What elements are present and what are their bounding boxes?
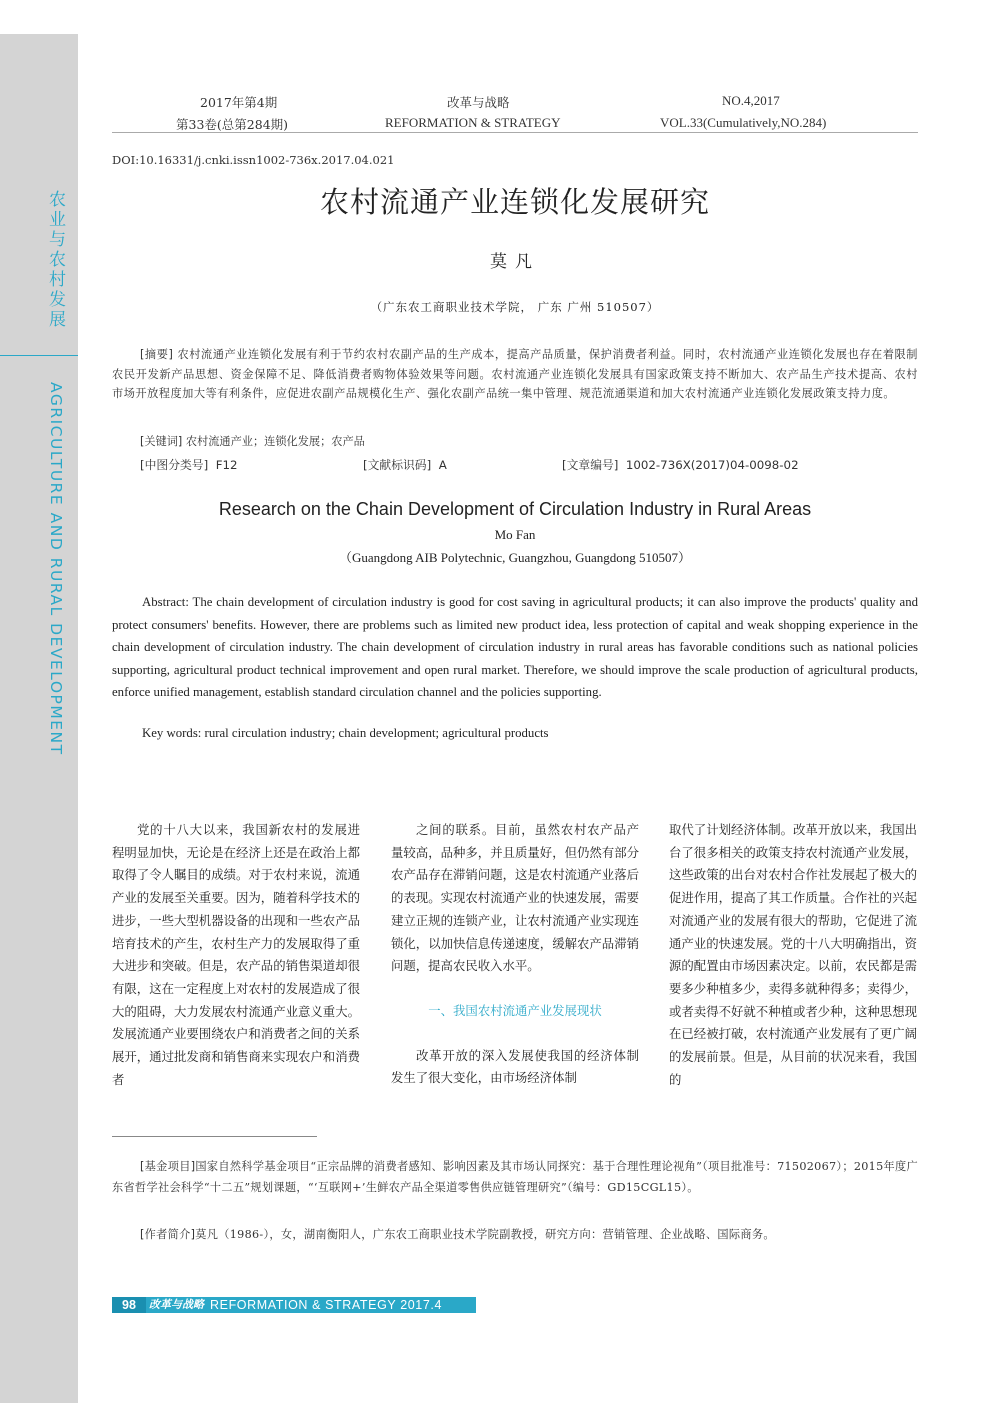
header-journal-zh: 改革与战略: [447, 95, 510, 110]
header-rule: [112, 132, 918, 133]
abstract-zh-text: 农村流通产业连锁化发展有利于节约农村农副产品的生产成本，提高产品质量，保护消费者利益。同时，农村流通产业连锁化发展也存在着限制农民开发新产品思想、资金保障不足、降低消费者购物体验效果等问题。农村流通产业连锁化发展具有国家政策支持不断加大、农产品生产技术提高、农村市场开放程度加大等有利条件，应促进农副产品规模化生产、强化农副产品统一集中管理、规范流通渠道和加大农村流通产业连锁化发展政策支持力度。: [112, 348, 918, 400]
footnote-rule: [112, 1136, 317, 1137]
sidebar: [0, 34, 78, 1403]
keywords-zh: [140, 433, 365, 449]
header-volume-zh: 第33卷(总第284期): [176, 117, 289, 132]
document-code: [363, 456, 447, 473]
fund-text: 国家自然科学基金项目“正宗品牌的消费者感知、影响因素及其市场认同探究：基于合理性理论视角”（项目批准号：71502067）；2015年度广东省哲学社会科学“十二五”规划课题，“‘互联网+’生鲜农产品全渠道零售供应链管理研究”（编号：GD15CGL15）。: [112, 1160, 919, 1194]
sidebar-section-zh: 农业与农村发展: [45, 190, 65, 330]
header-issue-en: NO.4,2017: [722, 93, 780, 108]
author-zh: 莫凡: [490, 252, 540, 272]
footnote-fund: [112, 1156, 918, 1198]
header-volume-en: VOL.33(Cumulatively,NO.284): [660, 115, 827, 130]
affiliation-zh: （广东农工商职业技术学院， 广东 广州 510507）: [370, 300, 660, 314]
abstract-zh: [112, 345, 918, 404]
body-paragraph: 改革开放的深入发展使我国的经济体制发生了很大变化，由市场经济体制: [391, 1047, 639, 1086]
article-number-label: [文章编号]: [562, 458, 619, 472]
section-heading: 一、我国农村流通产业发展现状: [428, 1002, 602, 1018]
page-number: 98: [112, 1297, 146, 1313]
author-bio-label: [作者简介]: [140, 1228, 196, 1241]
body-column-1: [112, 819, 360, 1091]
clc-label: [中图分类号]: [140, 458, 209, 472]
keywords-zh-label: [关键词]: [140, 435, 183, 448]
sidebar-divider: [0, 355, 78, 356]
sidebar-section-en: AGRICULTURE AND RURAL DEVELOPMENT: [47, 382, 65, 756]
abstract-en: Abstract: The chain development of circulation industry is good for cost saving in agricultural products; it can also improve the products' quality and protect consumers' benefits. However, there are problems such as limited new product idea, less protection of capital and weak shopping experience in the chain development of circulation industry. The chain development of circulation industry in rural areas has favorable conditions such as national policies supporting, agricultural product technical improvement and open rural market. Therefore, we should improve the scale production of agricultural products, enforce unified management, establish standard circulation channel and the policies supporting.: [112, 595, 918, 699]
body-paragraph: 之间的联系。目前，虽然农村农产品产量较高，品种多，并且质量好，但仍然有部分农产品存在滞销问题，这是农村流通产业落后的表现。实现农村流通产业的快速发展，需要建立正规的连锁产业，让农村流通产业实现连锁化，以加快信息传递速度，缓解农产品滞销问题，提高农民收入水平。: [391, 822, 639, 974]
fund-label: [基金项目]: [140, 1160, 196, 1173]
affiliation-en: （Guangdong AIB Polytechnic, Guangzhou, Guangdong 510507）: [338, 550, 692, 565]
keywords-en: Key words: rural circulation industry; chain development; agricultural products: [142, 726, 549, 740]
footer-bar: [112, 1297, 476, 1313]
document-code-value: A: [438, 458, 447, 472]
clc-number: [140, 456, 238, 473]
doi: DOI:10.16331/j.cnki.issn1002-736x.2017.04.021: [112, 153, 395, 167]
keywords-zh-text: 农村流通产业；连锁化发展；农产品: [185, 435, 365, 448]
abstract-zh-label: [摘要]: [140, 348, 174, 361]
header-journal-en: REFORMATION & STRATEGY: [385, 115, 561, 130]
body-column-2: [391, 819, 639, 1090]
header-issue-zh: 2017年第4期: [200, 95, 278, 110]
body-paragraph: 取代了计划经济体制。改革开放以来，我国出台了很多相关的政策支持农村流通产业发展，这些政策的出台对农村合作社发展起了极大的促进作用，提高了其工作质量。合作社的兴起对流通产业的发展有很大的帮助，它促进了流通产业的快速发展。党的十八大明确指出，资源的配置由市场因素决定。以前，农民都是需要多少种植多少，卖得多就种得多；卖得少，或者卖得不好就不种植或者少种，这种思想现在已经被打破，农村流通产业发展有了更广阔的发展前景。但是，从目前的状况来看，我国的: [669, 822, 917, 1087]
footnote-author: [112, 1224, 918, 1245]
clc-value: F12: [215, 458, 238, 472]
body-paragraph: 党的十八大以来，我国新农村的发展进程明显加快，无论是在经济上还是在政治上都取得了令人瞩目的成绩。对于农村来说，流通产业的发展至关重要。因为，随着科学技术的进步，一些大型机器设备的出现和一些农产品培育技术的产生，农村生产力的发展取得了重大进步和突破。但是，农产品的销售渠道却很有限，这在一定程度上对农村的发展造成了很大的阻碍，大力发展农村流通产业意义重大。发展流通产业要围绕农户和消费者之间的关系展开，通过批发商和销售商来实现农户和消费者: [112, 822, 360, 1087]
author-en: Mo Fan: [494, 527, 536, 542]
footer-journal-issue: REFORMATION & STRATEGY 2017.4: [210, 1298, 443, 1312]
document-code-label: [文献标识码]: [363, 458, 432, 472]
article-number: [562, 456, 799, 473]
article-title-zh: 农村流通产业连锁化发展研究: [319, 185, 710, 219]
body-column-3: [669, 819, 917, 1091]
journal-logo: 改革与战略: [149, 1298, 204, 1311]
author-bio-text: 莫凡（1986-），女，湖南衡阳人，广东农工商职业技术学院副教授，研究方向：营销管理、企业战略、国际商务。: [195, 1228, 775, 1241]
article-number-value: 1002-736X(2017)04-0098-02: [625, 458, 799, 472]
article-title-en: Research on the Chain Development of Circulation Industry in Rural Areas: [218, 499, 812, 519]
